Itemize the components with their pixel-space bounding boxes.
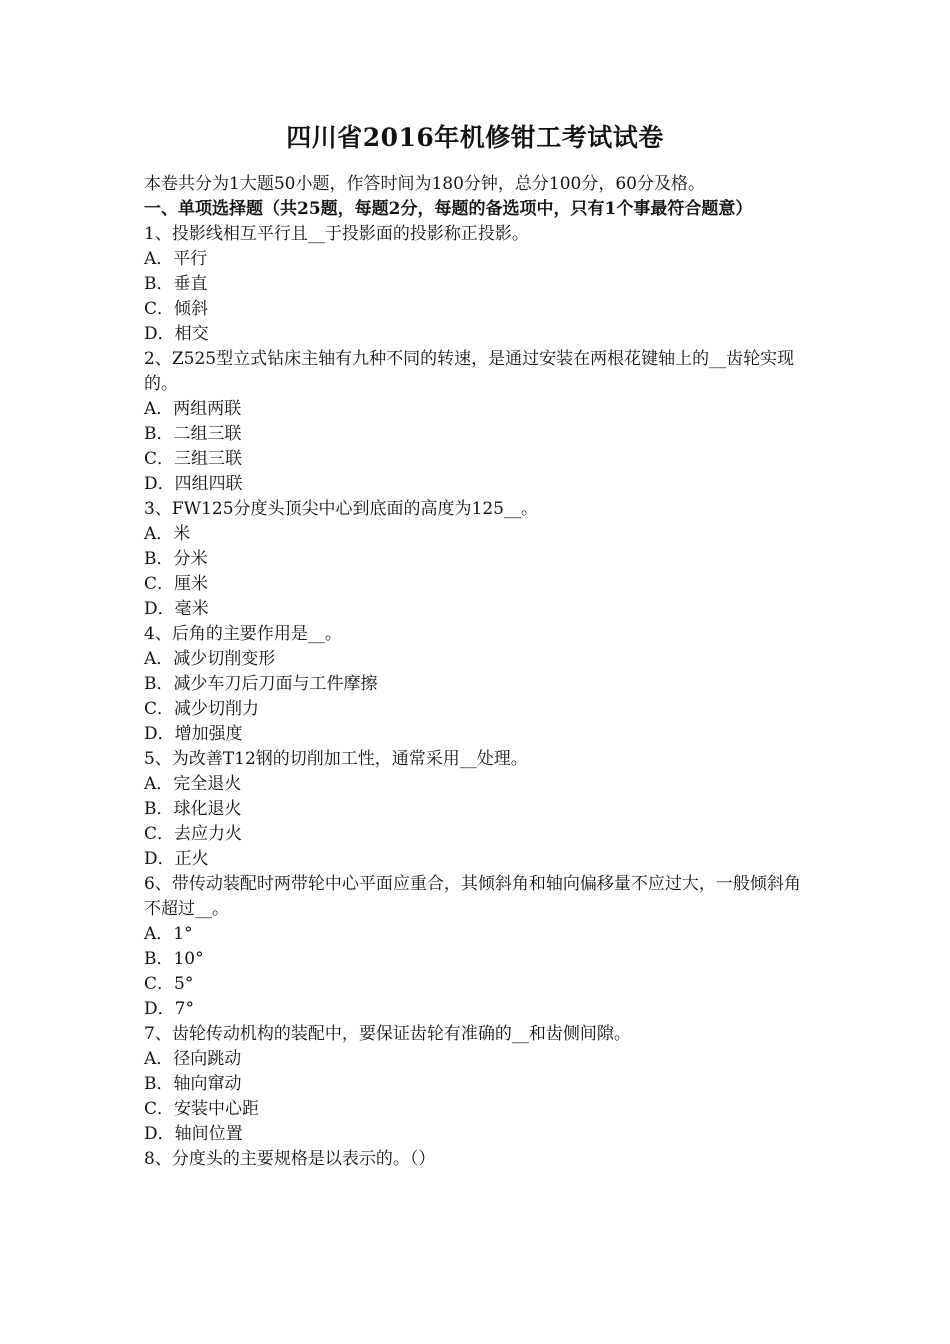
question-text: 5、为改善T12钢的切削加工性，通常采用__处理。 [144, 749, 528, 769]
option-b: B．减少车刀后刀面与工件摩擦 [144, 674, 378, 694]
question-text: 6、带传动装配时两带轮中心平面应重合，其倾斜角和轴向偏移量不应过大，一般倾斜角不超过__。 [144, 874, 801, 919]
question-item [144, 747, 808, 872]
option-b: B．10° [144, 949, 204, 969]
option-d: D．增加强度 [144, 724, 243, 744]
option-d: D．正火 [144, 849, 209, 869]
option-d: D．四组四联 [144, 474, 243, 494]
question-text: 3、FW125分度头顶尖中心到底面的高度为125__。 [144, 499, 538, 519]
option-b: B．轴向窜动 [144, 1074, 242, 1094]
option-a: A．完全退火 [144, 774, 242, 794]
question-list [144, 222, 808, 1172]
question-item [144, 872, 808, 1022]
option-b: B．垂直 [144, 274, 208, 294]
option-a: A．1° [144, 924, 193, 944]
option-a: A．平行 [144, 249, 208, 269]
option-c: C．减少切削力 [144, 699, 260, 719]
option-a: A．减少切削变形 [144, 649, 276, 669]
option-b: B．分米 [144, 549, 208, 569]
option-c: C．去应力火 [144, 824, 243, 844]
option-d: D．相交 [144, 324, 209, 344]
exam-intro: 本卷共分为1大题50小题，作答时间为180分钟，总分100分，60分及格。 [144, 174, 705, 194]
question-item [144, 1147, 808, 1172]
option-d: D．7° [144, 999, 194, 1019]
question-text: 2、Z525型立式钻床主轴有九种不同的转速，是通过安装在两根花键轴上的__齿轮实现的。 [144, 349, 795, 394]
option-a: A．米 [144, 524, 191, 544]
question-text: 7、齿轮传动机构的装配中，要保证齿轮有准确的__和齿侧间隙。 [144, 1024, 631, 1044]
option-c: C．三组三联 [144, 449, 243, 469]
option-b: B．二组三联 [144, 424, 242, 444]
question-text: 1、投影线相互平行且__于投影面的投影称正投影。 [144, 224, 529, 244]
option-c: C．5° [144, 974, 194, 994]
question-item [144, 497, 808, 622]
document-body [144, 172, 808, 1172]
question-text: 4、后角的主要作用是__。 [144, 624, 342, 644]
option-d: D．轴间位置 [144, 1124, 243, 1144]
section-heading: 一、单项选择题（共25题，每题2分，每题的备选项中，只有1个事最符合题意） [144, 199, 753, 219]
option-a: A．两组两联 [144, 399, 242, 419]
option-a: A．径向跳动 [144, 1049, 242, 1069]
option-c: C．厘米 [144, 574, 209, 594]
option-b: B．球化退火 [144, 799, 242, 819]
page-title: 四川省2016年机修钳工考试试卷 [286, 123, 664, 152]
question-item [144, 222, 808, 347]
question-item [144, 1022, 808, 1147]
option-c: C．倾斜 [144, 299, 209, 319]
option-c: C．安装中心距 [144, 1099, 260, 1119]
option-d: D．毫米 [144, 599, 209, 619]
question-text: 8、分度头的主要规格是以表示的。（） [144, 1149, 436, 1169]
question-item [144, 347, 808, 497]
question-item [144, 622, 808, 747]
